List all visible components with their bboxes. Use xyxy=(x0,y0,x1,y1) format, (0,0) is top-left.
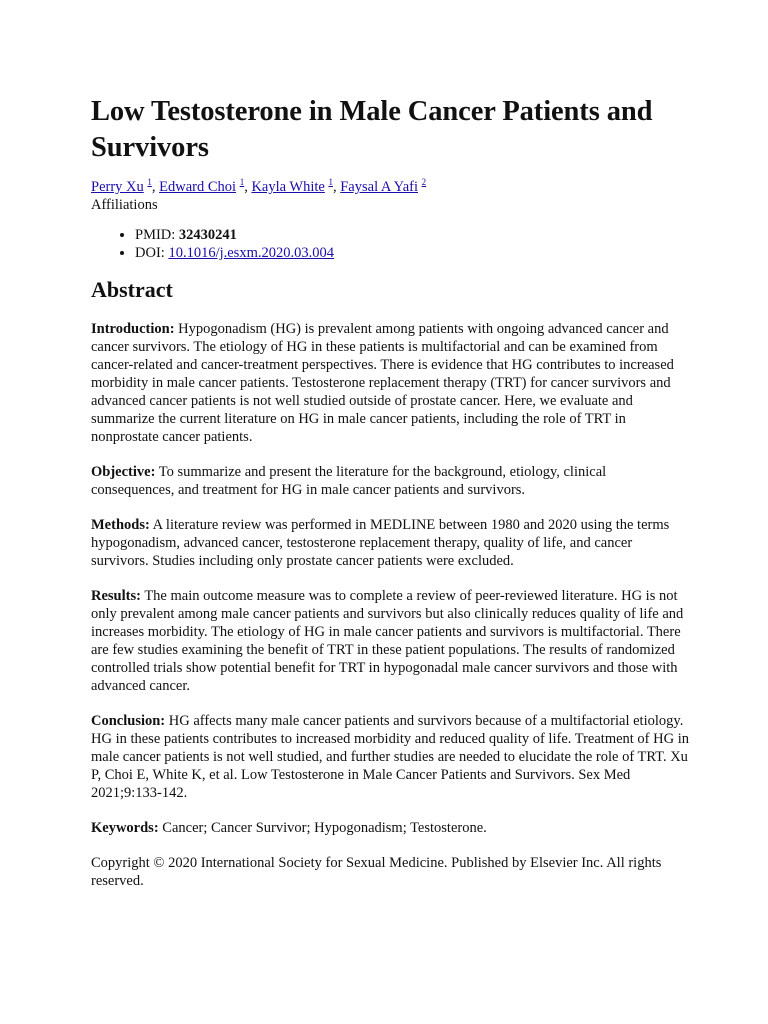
affiliation-marker: 2 xyxy=(421,177,427,187)
abstract-objective: Objective: To summarize and present the literature for the background, etiology, clinical consequences, and treatment for HG in male cancer patients and survivors. xyxy=(91,464,607,498)
pmid-value: 32430241 xyxy=(178,227,237,243)
author-link[interactable]: Edward Choi xyxy=(159,179,237,195)
author-list: Perry Xu $^1$, Edward Choi $^1$, Kayla White $^1$, Faysal A Yafi $^2$ xyxy=(91,177,427,195)
identifier-list xyxy=(91,226,691,262)
doi-link[interactable]: 10.1016/j.esxm.2020.03.004 xyxy=(168,245,334,261)
author-link[interactable]: Kayla White xyxy=(251,179,325,195)
doi-item: • DOI: 10.1016/j.esxm.2020.03.004 xyxy=(135,244,691,262)
article-title: Low Testosterone in Male Cancer Patients and Survivors xyxy=(91,96,653,163)
author-link[interactable]: Faysal A Yafi xyxy=(340,179,418,195)
copyright-notice: Copyright © 2020 International Society for Sexual Medicine. Published by Elsevier Inc. All rights reserved. xyxy=(91,855,662,889)
abstract-keywords: Keywords: Cancer; Cancer Survivor; Hypogonadism; Testosterone. xyxy=(91,820,487,836)
pmid-item: • PMID: 32430241 xyxy=(135,226,691,244)
affiliations-label: Affiliations xyxy=(91,197,158,213)
author-link[interactable]: Perry Xu xyxy=(91,179,144,195)
abstract-methods: Methods: A literature review was performed in MEDLINE between 1980 and 2020 using the terms hypogonadism, advanced cancer, testosterone replacement therapy, quality of life, and cancer survivors. Studies including only prostate cancer patients were excluded. xyxy=(91,517,670,569)
abstract-results: Results: The main outcome measure was to complete a review of peer-reviewed literature. HG is not only prevalent among male cancer patients and survivors but also clinically reduces quality of life and increases morbidity. The etiology of HG in male cancer patients and survivors is multifactorial. There are few studies examining the benefit of TRT in these patient populations. The results of randomized controlled trials show potential benefit for TRT in hypogonadal male cancer survivors and those with advanced cancer. xyxy=(91,588,684,694)
abstract-heading: Abstract xyxy=(91,277,173,302)
abstract-conclusion: Conclusion: HG affects many male cancer patients and survivors because of a multifactorial etiology. HG in these patients contributes to increased morbidity and reduced quality of life. Treatment of HG in male cancer patients is not well studied, and further studies are needed to elucidate the role of TRT. Xu P, Choi E, White K, et al. Low Testosterone in Male Cancer Patients and Survivors. Sex Med 2021;9:133-142. xyxy=(91,713,689,801)
affiliation-marker: 1 xyxy=(147,177,152,187)
abstract-introduction: Introduction: Hypogonadism (HG) is prevalent among patients with ongoing advanced cancer and cancer survivors. The etiology of HG in these patients is multifactorial and can be examined from cancer-related and cancer-treatment perspectives. There is evidence that HG contributes to increased morbidity in male cancer patients. Testosterone replacement therapy (TRT) for cancer survivors and advanced cancer patients is not well studied outside of prostate cancer. Here, we evaluate and summarize the current literature on HG in male cancer patients, including the role of TRT in nonprostate cancer patients. xyxy=(91,321,674,445)
affiliation-marker: 1 xyxy=(239,177,245,187)
affiliation-marker: 1 xyxy=(328,177,333,187)
article-page xyxy=(91,94,691,890)
